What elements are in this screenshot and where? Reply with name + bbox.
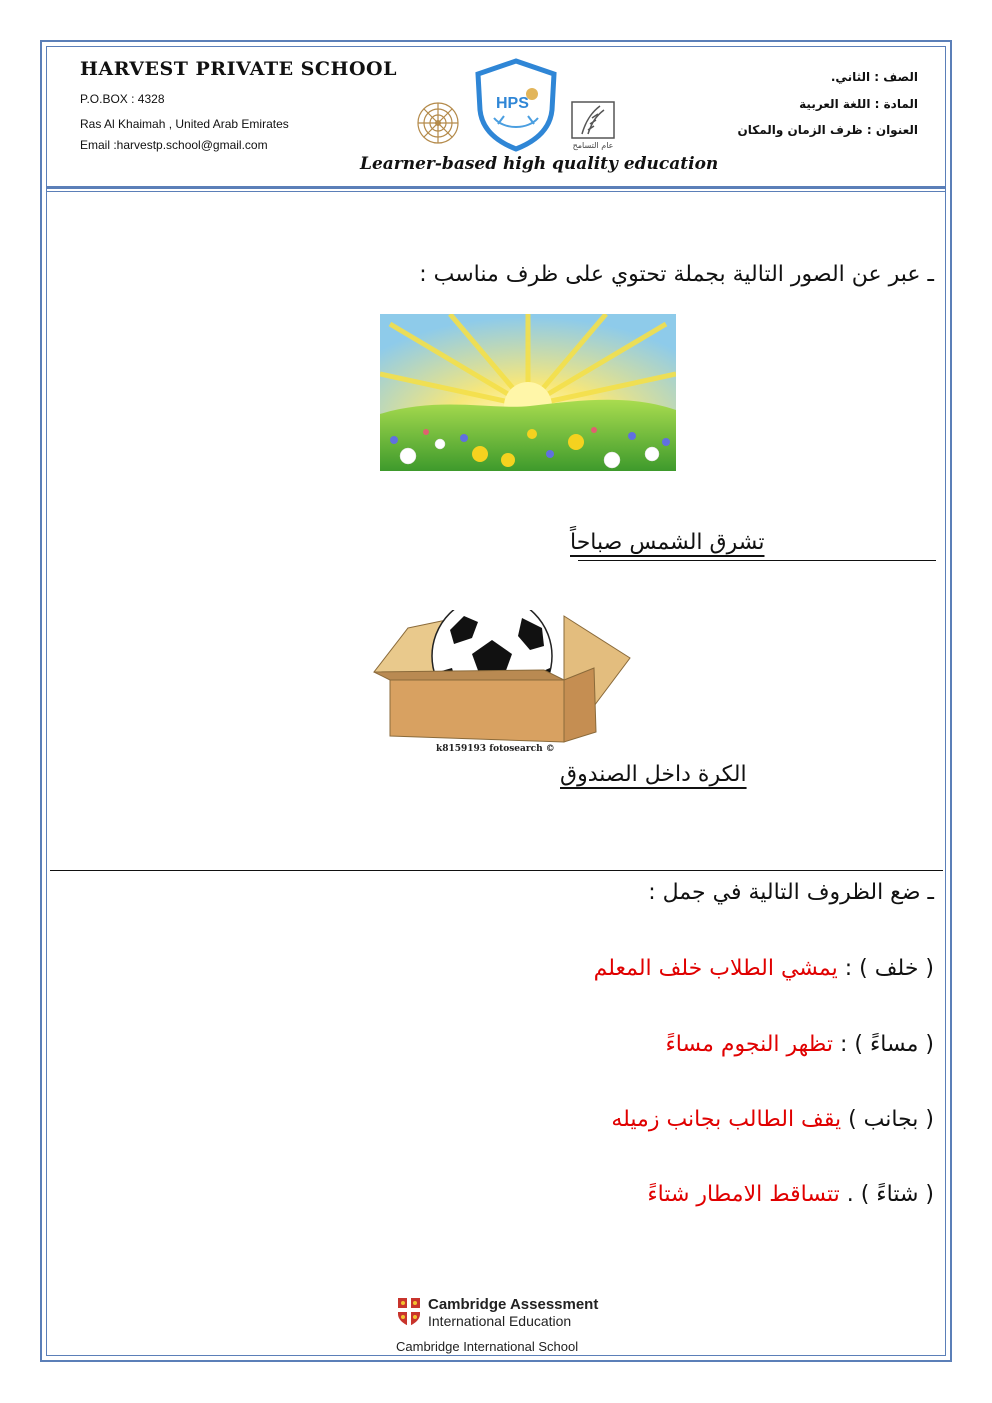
hps-logo-text: HPS xyxy=(496,95,529,112)
item-sentence: يقف الطالب بجانب زميله xyxy=(611,1107,842,1132)
footer-cambridge-line1: Cambridge Assessment xyxy=(428,1296,599,1313)
item-sentence: تظهر النجوم مساءً xyxy=(665,1032,833,1057)
list-item xyxy=(647,1182,934,1207)
hps-shield-logo-icon xyxy=(474,58,558,152)
section-divider xyxy=(50,870,943,871)
subject-label: المادة : اللغة العربية xyxy=(799,97,918,111)
tolerance-logo-text: عام التسامح xyxy=(572,141,614,150)
address: Ras Al Khaimah , United Arab Emirates xyxy=(80,117,289,131)
item-adverb: ( خلف ) : xyxy=(844,956,934,981)
footer-cambridge-line3: Cambridge International School xyxy=(396,1339,579,1354)
tolerance-emblem-icon xyxy=(415,100,461,146)
footer-cambridge-line2: International Education xyxy=(428,1313,572,1329)
item-adverb: ( مساءً ) : xyxy=(839,1032,934,1057)
school-tagline: Learner-based high quality education xyxy=(360,154,719,174)
header-divider-thin xyxy=(46,191,946,192)
cambridge-shield-icon xyxy=(396,1296,422,1328)
answer1-underline xyxy=(578,560,936,561)
question2-prompt: ـ ضع الظروف التالية في جمل : xyxy=(648,880,934,905)
image-watermark-caption: k8159193 fotosearch © xyxy=(436,744,555,754)
ball-in-box-image xyxy=(368,610,634,744)
list-item xyxy=(611,1107,934,1132)
grade-label: الصف : الثاني. xyxy=(830,70,918,84)
answer2-text: الكرة داخل الصندوق xyxy=(560,762,747,787)
answer1-text: تشرق الشمس صباحاً xyxy=(570,530,765,555)
item-adverb: ( شتاءً ) . xyxy=(846,1182,934,1207)
list-item xyxy=(665,1032,934,1057)
title-label: العنوان : ظرف الزمان والمكان xyxy=(737,123,918,137)
po-box: P.O.BOX : 4328 xyxy=(80,92,165,106)
email: Email :harvestp.school@gmail.com xyxy=(80,138,268,152)
question1-prompt: ـ عبر عن الصور التالية بجملة تحتوي على ظرف مناسب : xyxy=(419,262,934,287)
sunrise-meadow-image xyxy=(380,314,676,471)
item-adverb: ( بجانب ) xyxy=(848,1107,934,1132)
school-name: HARVEST PRIVATE SCHOOL xyxy=(80,58,397,80)
item-sentence: تتساقط الامطار شتاءً xyxy=(647,1182,840,1207)
list-item xyxy=(594,956,934,981)
item-sentence: يمشي الطلاب خلف المعلم xyxy=(593,956,838,981)
header-divider xyxy=(46,186,946,189)
year-of-tolerance-logo-icon xyxy=(566,98,620,160)
